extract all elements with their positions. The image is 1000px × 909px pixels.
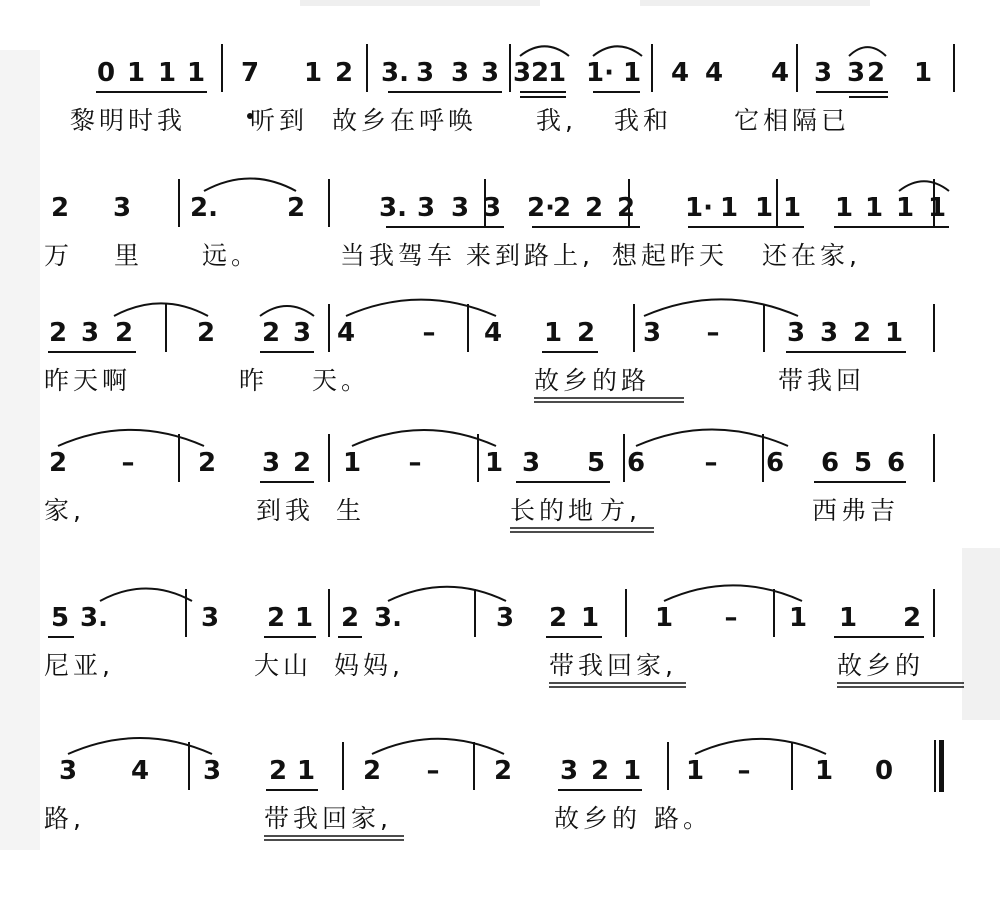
lyric-text: 来到路上, — [466, 241, 594, 270]
jianpu-note: 2 — [48, 448, 68, 478]
lyric-text: 万 — [44, 241, 74, 270]
jianpu-note: 2 — [334, 58, 354, 88]
jianpu-note: 3 — [521, 448, 541, 478]
top-tab-right — [640, 0, 870, 6]
lyric-text: 尼亚, — [44, 651, 114, 680]
jianpu-note: 3 — [202, 756, 222, 786]
jianpu-note: 1 — [547, 58, 567, 88]
jianpu-note: 3 — [813, 58, 833, 88]
jianpu-note: 2 — [286, 193, 306, 223]
jianpu-note: – — [704, 448, 718, 478]
lyric-text: 当我驾车 — [340, 241, 457, 270]
jianpu-note: 1 — [157, 58, 177, 88]
jianpu-note: 1· — [685, 193, 713, 223]
slur-tie — [114, 303, 208, 316]
jianpu-note: 1· — [586, 58, 614, 88]
lyric-text: 家, — [44, 496, 85, 525]
jianpu-note: 2 — [268, 756, 288, 786]
jianpu-note: 3 — [261, 448, 281, 478]
jianpu-note: 3 — [112, 193, 132, 223]
score-line-3 — [44, 280, 954, 400]
jianpu-note: – — [706, 318, 720, 348]
jianpu-note: 1 — [884, 318, 904, 348]
jianpu-note: 2 — [50, 193, 70, 223]
jianpu-note: – — [426, 756, 440, 786]
jianpu-note: 3 — [80, 318, 100, 348]
jianpu-note: 3 — [58, 756, 78, 786]
jianpu-note: 1 — [719, 193, 739, 223]
lyric-text: 路, — [44, 804, 85, 833]
lyric-text: 天。 — [312, 366, 371, 395]
lyric-text: 长的地 — [510, 496, 598, 525]
lyric-text: 里 — [114, 241, 144, 270]
jianpu-note: 3 — [642, 318, 662, 348]
lyric-text: 路。 — [654, 804, 713, 833]
jianpu-note: 6 — [886, 448, 906, 478]
jianpu-note: 4 — [130, 756, 150, 786]
jianpu-note: 1 — [838, 603, 858, 633]
jianpu-note: – — [121, 448, 135, 478]
jianpu-note: 2 — [266, 603, 286, 633]
lyric-text: 还在家, — [762, 241, 861, 270]
jianpu-note: 3 — [512, 58, 532, 88]
jianpu-note: 4 — [670, 58, 690, 88]
jianpu-note: 1 — [864, 193, 884, 223]
jianpu-note: 2 — [114, 318, 134, 348]
jianpu-note: 3 — [786, 318, 806, 348]
jianpu-note: 2 — [866, 58, 886, 88]
jianpu-note: 3 — [450, 58, 470, 88]
jianpu-note: 1 — [580, 603, 600, 633]
slur-tie — [899, 181, 949, 191]
lyric-text: 想起昨天 — [612, 241, 729, 270]
lyric-text: 听到 — [250, 106, 309, 135]
slur-tie — [204, 178, 296, 191]
jianpu-note: 1 — [543, 318, 563, 348]
lyric-text: 昨 — [239, 366, 269, 395]
jianpu-note: 2 — [493, 756, 513, 786]
jianpu-note: 3 — [819, 318, 839, 348]
jianpu-note: 2 — [548, 603, 568, 633]
jianpu-note: 2 — [48, 318, 68, 348]
jianpu-note: 3. — [381, 58, 409, 88]
lyric-text: 故乡的 — [554, 804, 642, 833]
lyric-text: 黎明时我 — [70, 106, 187, 135]
jianpu-note: 1 — [913, 58, 933, 88]
jianpu-note: 1 — [895, 193, 915, 223]
jianpu-note: 1 — [294, 603, 314, 633]
jianpu-note: 4 — [483, 318, 503, 348]
slur-tie — [58, 430, 204, 446]
score-line-4 — [44, 410, 954, 530]
jianpu-note: 0 — [874, 756, 894, 786]
lyric-text: 生 — [336, 496, 366, 525]
jianpu-note: 2 — [197, 448, 217, 478]
jianpu-note: 4 — [770, 58, 790, 88]
jianpu-note: 3. — [80, 603, 108, 633]
jianpu-note: 2 — [530, 58, 550, 88]
slur-tie — [593, 46, 642, 56]
jianpu-note: 3 — [846, 58, 866, 88]
lyric-text: 故乡的 — [837, 651, 925, 680]
jianpu-note: 3 — [495, 603, 515, 633]
jianpu-note: 1 — [788, 603, 808, 633]
jianpu-note: 1 — [186, 58, 206, 88]
jianpu-note: 1 — [927, 193, 947, 223]
jianpu-note: 3 — [200, 603, 220, 633]
jianpu-note: 6 — [820, 448, 840, 478]
jianpu-note: 1 — [814, 756, 834, 786]
jianpu-note: 5 — [853, 448, 873, 478]
jianpu-note: 2 — [196, 318, 216, 348]
jianpu-note: 3 — [450, 193, 470, 223]
lyric-text: 方, — [600, 496, 641, 525]
jianpu-note: 1 — [622, 58, 642, 88]
jianpu-note: 2 — [576, 318, 596, 348]
slur-tie — [849, 47, 886, 56]
jianpu-note: 1 — [342, 448, 362, 478]
lyric-text: 到我 — [256, 496, 315, 525]
score-line-2 — [44, 155, 954, 275]
slur-tie — [664, 585, 802, 601]
jianpu-note: 2. — [190, 193, 218, 223]
final-barline — [939, 740, 944, 792]
side-tab-right — [962, 548, 1000, 720]
slur-tie — [388, 587, 506, 601]
jianpu-note: 6 — [626, 448, 646, 478]
score-line-5 — [44, 565, 954, 685]
jianpu-note: 3 — [292, 318, 312, 348]
slur-tie — [346, 300, 496, 316]
score-line-6 — [44, 718, 954, 838]
jianpu-note: 6 — [765, 448, 785, 478]
jianpu-note: 1 — [622, 756, 642, 786]
jianpu-note: 1 — [296, 756, 316, 786]
jianpu-note: 5 — [586, 448, 606, 478]
lyric-text: 西弗吉 — [812, 496, 900, 525]
slur-tie — [352, 430, 496, 446]
jianpu-note: 4 — [336, 318, 356, 348]
jianpu-note: 2 — [340, 603, 360, 633]
slur-tie — [68, 738, 212, 754]
jianpu-note: 7 — [240, 58, 260, 88]
jianpu-note: 2 — [902, 603, 922, 633]
lyric-text: 故乡的路 — [534, 366, 651, 395]
slur-tie — [520, 46, 569, 56]
jianpu-note: 2 — [261, 318, 281, 348]
jianpu-note: 3 — [482, 193, 502, 223]
lyric-text: 故乡在呼唤 — [332, 106, 478, 135]
jianpu-note: 1 — [754, 193, 774, 223]
jianpu-note: 1 — [126, 58, 146, 88]
lyric-text: 带我回家, — [549, 651, 677, 680]
lyric-text: 大山 — [254, 651, 313, 680]
jianpu-note: 2 — [590, 756, 610, 786]
score-line-1 — [44, 20, 954, 140]
jianpu-note: 1 — [834, 193, 854, 223]
jianpu-note: 3 — [559, 756, 579, 786]
jianpu-note: 2· — [527, 193, 555, 223]
jianpu-note: 3 — [415, 58, 435, 88]
jianpu-note: 2 — [584, 193, 604, 223]
lyric-text: 昨天啊 — [44, 366, 132, 395]
jianpu-note: 2 — [362, 756, 382, 786]
jianpu-note: – — [724, 603, 738, 633]
jianpu-note: – — [408, 448, 422, 478]
slur-tie — [695, 739, 826, 754]
jianpu-note: 2 — [292, 448, 312, 478]
jianpu-note: 2 — [552, 193, 572, 223]
lyric-text: 带我回 — [778, 366, 866, 395]
jianpu-note: 2 — [852, 318, 872, 348]
jianpu-note: 0 — [96, 58, 116, 88]
lyric-text: 我, — [536, 106, 577, 135]
jianpu-note: – — [737, 756, 751, 786]
lyric-text: 我和 — [614, 106, 673, 135]
jianpu-note: 1 — [484, 448, 504, 478]
slur-tie — [636, 429, 788, 446]
lyric-text: 妈妈, — [334, 651, 404, 680]
jianpu-note: 1 — [654, 603, 674, 633]
side-tab-top-left — [0, 50, 40, 850]
jianpu-note: 3. — [374, 603, 402, 633]
jianpu-note: 2 — [616, 193, 636, 223]
jianpu-note: – — [422, 318, 436, 348]
jianpu-note: 5 — [50, 603, 70, 633]
slur-tie — [100, 588, 192, 601]
lyric-text: 带我回家, — [264, 804, 392, 833]
slur-tie — [644, 299, 798, 316]
top-tab-left — [300, 0, 540, 6]
slur-tie — [260, 306, 314, 316]
jianpu-note: 3 — [480, 58, 500, 88]
jianpu-note: 3 — [416, 193, 436, 223]
jianpu-note: 1 — [685, 756, 705, 786]
lyric-text: 它相隔已 — [734, 106, 851, 135]
jianpu-note: 3. — [379, 193, 407, 223]
lyric-text: 远。 — [202, 241, 261, 270]
jianpu-note: 1 — [303, 58, 323, 88]
jianpu-note: 1 — [782, 193, 802, 223]
slur-tie — [372, 739, 504, 754]
jianpu-note: 4 — [704, 58, 724, 88]
final-barline — [934, 740, 936, 792]
